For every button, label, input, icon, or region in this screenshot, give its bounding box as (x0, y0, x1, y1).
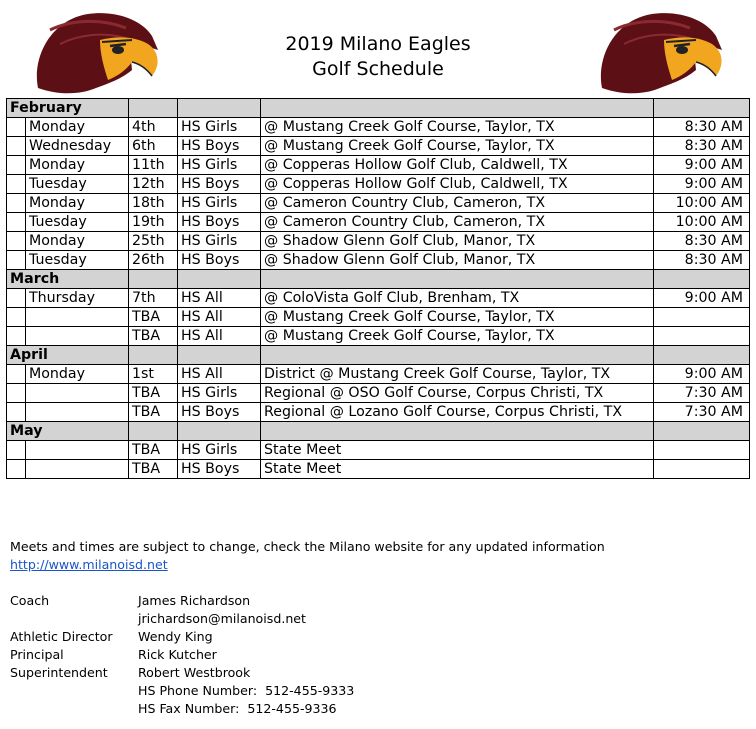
title-line-2: Golf Schedule (312, 58, 444, 80)
contact-value: HS Fax Number: 512-455-9336 (138, 701, 337, 716)
team-cell: HS Boys (178, 251, 261, 270)
schedule-row (7, 194, 750, 213)
eagle-logo-left (30, 10, 162, 100)
month-header-cell (129, 270, 178, 289)
time-cell (654, 327, 750, 346)
location-cell: State Meet (261, 460, 654, 479)
date-cell: TBA (129, 308, 178, 327)
indent-cell (7, 156, 26, 175)
schedule-row (7, 308, 750, 327)
indent-cell (7, 308, 26, 327)
indent-cell (7, 365, 26, 384)
time-cell (654, 308, 750, 327)
date-cell: 25th (129, 232, 178, 251)
month-label: April (7, 346, 129, 365)
month-header-cell (261, 270, 654, 289)
contact-value: James Richardson (138, 593, 251, 608)
time-cell: 10:00 AM (654, 194, 750, 213)
location-cell: @ Mustang Creek Golf Course, Taylor, TX (261, 308, 654, 327)
notice-text: Meets and times are subject to change, check the Milano website for any updated information (10, 539, 605, 554)
day-cell (26, 384, 129, 403)
location-cell: Regional @ Lozano Golf Course, Corpus Christi, TX (261, 403, 654, 422)
time-cell: 7:30 AM (654, 384, 750, 403)
indent-cell (7, 289, 26, 308)
title-line-1: 2019 Milano Eagles (285, 33, 471, 55)
month-header-cell (178, 346, 261, 365)
time-cell: 8:30 AM (654, 118, 750, 137)
day-cell (26, 441, 129, 460)
golf-schedule-table (6, 98, 750, 479)
location-cell: @ Mustang Creek Golf Course, Taylor, TX (261, 137, 654, 156)
indent-cell (7, 194, 26, 213)
date-cell: 1st (129, 365, 178, 384)
contacts-list (10, 592, 354, 718)
schedule-row (7, 403, 750, 422)
month-header-cell (178, 422, 261, 441)
month-header-row (7, 99, 750, 118)
location-cell: District @ Mustang Creek Golf Course, Taylor, TX (261, 365, 654, 384)
contact-value: Wendy King (138, 629, 213, 644)
contact-row (10, 610, 354, 628)
schedule-row (7, 118, 750, 137)
indent-cell (7, 327, 26, 346)
time-cell: 10:00 AM (654, 213, 750, 232)
day-cell: Tuesday (26, 175, 129, 194)
time-cell: 9:00 AM (654, 175, 750, 194)
contact-row (10, 664, 354, 682)
date-cell: 6th (129, 137, 178, 156)
team-cell: HS All (178, 289, 261, 308)
location-cell: @ Copperas Hollow Golf Club, Caldwell, TX (261, 156, 654, 175)
month-header-cell (261, 346, 654, 365)
month-header-cell (654, 422, 750, 441)
time-cell: 7:30 AM (654, 403, 750, 422)
schedule-row (7, 156, 750, 175)
day-cell: Thursday (26, 289, 129, 308)
month-header-cell (178, 270, 261, 289)
schedule-row (7, 327, 750, 346)
date-cell: 4th (129, 118, 178, 137)
location-cell: @ Shadow Glenn Golf Club, Manor, TX (261, 251, 654, 270)
day-cell: Monday (26, 365, 129, 384)
schedule-row (7, 441, 750, 460)
location-cell: @ Cameron Country Club, Cameron, TX (261, 194, 654, 213)
team-cell: HS All (178, 365, 261, 384)
day-cell: Tuesday (26, 251, 129, 270)
indent-cell (7, 118, 26, 137)
month-header-cell (654, 99, 750, 118)
month-header-cell (129, 99, 178, 118)
schedule-row (7, 289, 750, 308)
day-cell (26, 308, 129, 327)
month-header-cell (129, 422, 178, 441)
month-header-cell (178, 99, 261, 118)
time-cell: 9:00 AM (654, 289, 750, 308)
indent-cell (7, 232, 26, 251)
indent-cell (7, 384, 26, 403)
team-cell: HS All (178, 327, 261, 346)
day-cell: Monday (26, 156, 129, 175)
team-cell: HS Girls (178, 232, 261, 251)
date-cell: 26th (129, 251, 178, 270)
team-cell: HS Boys (178, 213, 261, 232)
contact-label: Principal (10, 647, 64, 662)
contact-label (10, 700, 138, 718)
location-cell: @ Mustang Creek Golf Course, Taylor, TX (261, 118, 654, 137)
contact-value: Robert Westbrook (138, 665, 251, 680)
time-cell (654, 460, 750, 479)
contact-value: HS Phone Number: 512-455-9333 (138, 683, 355, 698)
team-cell: HS Boys (178, 175, 261, 194)
day-cell (26, 460, 129, 479)
location-cell: Regional @ OSO Golf Course, Corpus Christi, TX (261, 384, 654, 403)
schedule-row (7, 460, 750, 479)
time-cell: 8:30 AM (654, 251, 750, 270)
date-cell: TBA (129, 460, 178, 479)
day-cell (26, 327, 129, 346)
team-cell: HS Girls (178, 156, 261, 175)
contact-label: Athletic Director (10, 629, 113, 644)
contact-row (10, 700, 354, 718)
day-cell: Monday (26, 118, 129, 137)
month-header-cell (654, 346, 750, 365)
schedule-row (7, 213, 750, 232)
day-cell: Wednesday (26, 137, 129, 156)
month-header-row (7, 270, 750, 289)
contact-row (10, 682, 354, 700)
page-title (180, 32, 576, 82)
indent-cell (7, 251, 26, 270)
contact-label: Superintendent (10, 665, 108, 680)
contact-label (10, 682, 138, 700)
location-cell: @ Cameron Country Club, Cameron, TX (261, 213, 654, 232)
schedule-row (7, 384, 750, 403)
date-cell: TBA (129, 441, 178, 460)
location-cell: @ Shadow Glenn Golf Club, Manor, TX (261, 232, 654, 251)
contact-label: Coach (10, 593, 50, 608)
month-label: February (7, 99, 129, 118)
contact-row (10, 592, 354, 610)
location-cell: @ ColoVista Golf Club, Brenham, TX (261, 289, 654, 308)
contact-value: jrichardson@milanoisd.net (138, 611, 306, 626)
location-cell: @ Mustang Creek Golf Course, Taylor, TX (261, 327, 654, 346)
indent-cell (7, 137, 26, 156)
contact-label (10, 610, 138, 628)
day-cell: Monday (26, 194, 129, 213)
month-label: May (7, 422, 129, 441)
team-cell: HS Girls (178, 118, 261, 137)
schedule-row (7, 251, 750, 270)
contact-row (10, 628, 354, 646)
team-cell: HS Boys (178, 403, 261, 422)
location-cell: State Meet (261, 441, 654, 460)
team-cell: HS Boys (178, 137, 261, 156)
day-cell (26, 403, 129, 422)
schedule-row (7, 365, 750, 384)
team-cell: HS Boys (178, 460, 261, 479)
time-cell: 8:30 AM (654, 137, 750, 156)
team-cell: HS Girls (178, 194, 261, 213)
team-cell: HS Girls (178, 441, 261, 460)
date-cell: TBA (129, 403, 178, 422)
month-header-row (7, 422, 750, 441)
team-cell: HS Girls (178, 384, 261, 403)
contact-value: Rick Kutcher (138, 647, 217, 662)
date-cell: 11th (129, 156, 178, 175)
date-cell: 12th (129, 175, 178, 194)
date-cell: 19th (129, 213, 178, 232)
date-cell: 7th (129, 289, 178, 308)
time-cell: 9:00 AM (654, 365, 750, 384)
day-cell: Monday (26, 232, 129, 251)
indent-cell (7, 403, 26, 422)
website-link[interactable]: http://www.milanoisd.net (10, 557, 168, 572)
footer-notice (10, 538, 605, 574)
indent-cell (7, 460, 26, 479)
schedule-row (7, 175, 750, 194)
month-label: March (7, 270, 129, 289)
time-cell: 9:00 AM (654, 156, 750, 175)
location-cell: @ Copperas Hollow Golf Club, Caldwell, TX (261, 175, 654, 194)
day-cell: Tuesday (26, 213, 129, 232)
month-header-cell (129, 346, 178, 365)
indent-cell (7, 213, 26, 232)
date-cell: 18th (129, 194, 178, 213)
month-header-cell (261, 99, 654, 118)
time-cell: 8:30 AM (654, 232, 750, 251)
date-cell: TBA (129, 327, 178, 346)
contact-row (10, 646, 354, 664)
month-header-cell (654, 270, 750, 289)
indent-cell (7, 175, 26, 194)
schedule-row (7, 232, 750, 251)
time-cell (654, 441, 750, 460)
month-header-cell (261, 422, 654, 441)
month-header-row (7, 346, 750, 365)
eagle-logo-right (594, 10, 726, 100)
schedule-row (7, 137, 750, 156)
team-cell: HS All (178, 308, 261, 327)
date-cell: TBA (129, 384, 178, 403)
indent-cell (7, 441, 26, 460)
